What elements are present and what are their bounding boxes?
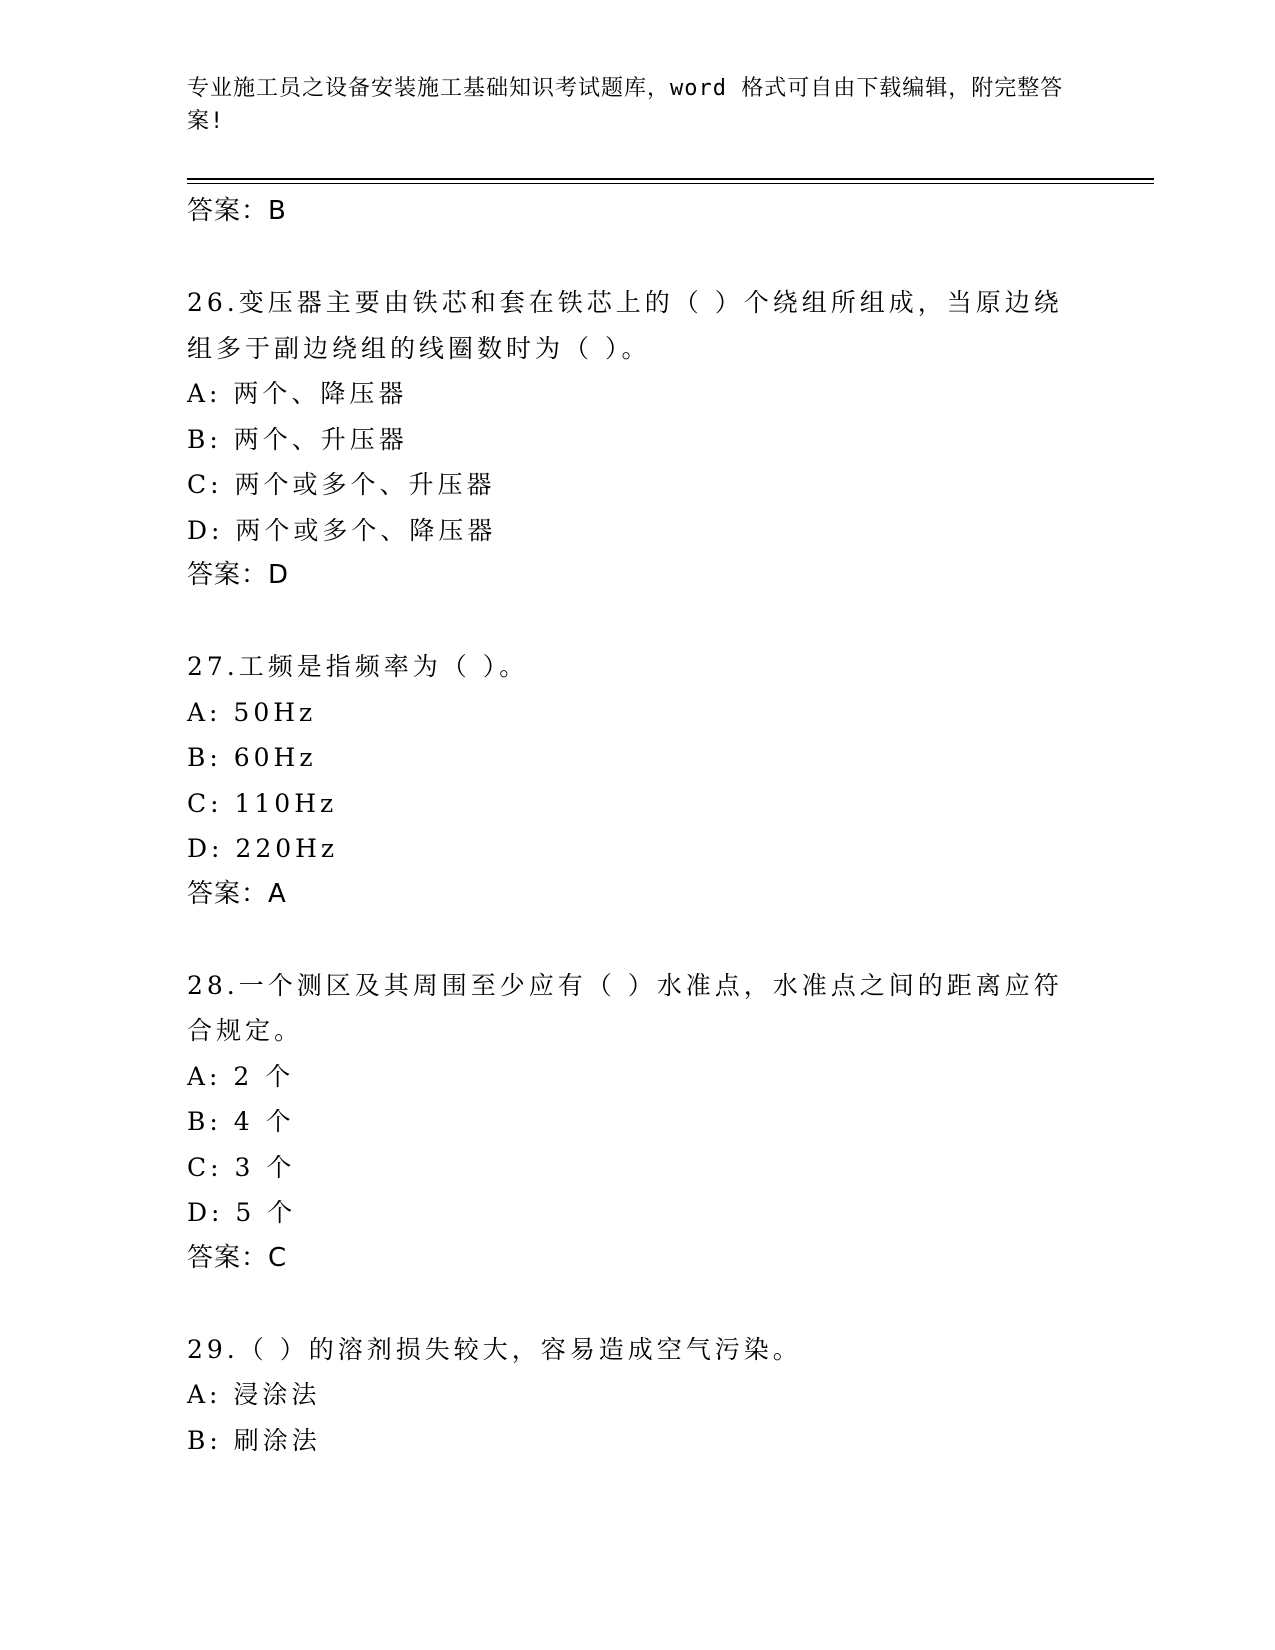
question-stem: 28.一个测区及其周围至少应有（ ）水准点，水准点之间的距离应符 (187, 970, 1063, 1000)
question-stem: 26.变压器主要由铁芯和套在铁芯上的（ ）个绕组所组成，当原边绕 (187, 288, 1063, 317)
question-list (187, 189, 1087, 1463)
option-d: D: 5 个 (187, 1198, 297, 1227)
question-stem: 29.（ ）的溶剂损失较大，容易造成空气污染。 (187, 1334, 802, 1364)
header-divider-thick (187, 178, 1154, 180)
spacer (187, 1281, 1087, 1327)
option-b: B: 60Hz (187, 743, 317, 772)
option-d: D: 两个或多个、降压器 (187, 515, 497, 545)
option-a: A: 浸涂法 (187, 1380, 321, 1409)
option-b: B: 4 个 (187, 1107, 295, 1136)
question-block (187, 644, 1087, 917)
option-a: A: 50Hz (187, 697, 317, 727)
option-b: B: 刷涂法 (187, 1425, 321, 1455)
question-stem: 组多于副边绕组的线圈数时为（ ）。 (187, 333, 651, 363)
header-divider-thin (187, 183, 1154, 184)
option-c: C: 3 个 (187, 1152, 296, 1182)
spacer (187, 599, 1087, 645)
spacer (187, 917, 1087, 963)
option-c: C: 两个或多个、升压器 (187, 470, 496, 499)
spacer (187, 235, 1087, 281)
option-d: D: 220Hz (187, 834, 339, 863)
option-a: A: 两个、降压器 (187, 379, 408, 408)
question-stem: 合规定。 (187, 1016, 304, 1045)
question-block (187, 1327, 1087, 1464)
answer-line: 答案：D (187, 560, 290, 590)
option-b: B: 两个、升压器 (187, 424, 408, 454)
answer-line: 答案：B (187, 196, 287, 226)
question-block (187, 963, 1087, 1282)
option-a: A: 2 个 (187, 1061, 295, 1091)
option-c: C: 110Hz (187, 788, 338, 818)
document-header: 专业施工员之设备安装施工基础知识考试题库，word 格式可自由下载编辑，附完整答案! (187, 76, 1064, 134)
answer-line: 答案：C (187, 1242, 288, 1273)
answer-line: 答案：A (187, 878, 287, 909)
question-stem: 27.工频是指频率为（ ）。 (187, 652, 529, 681)
question-block (187, 280, 1087, 599)
